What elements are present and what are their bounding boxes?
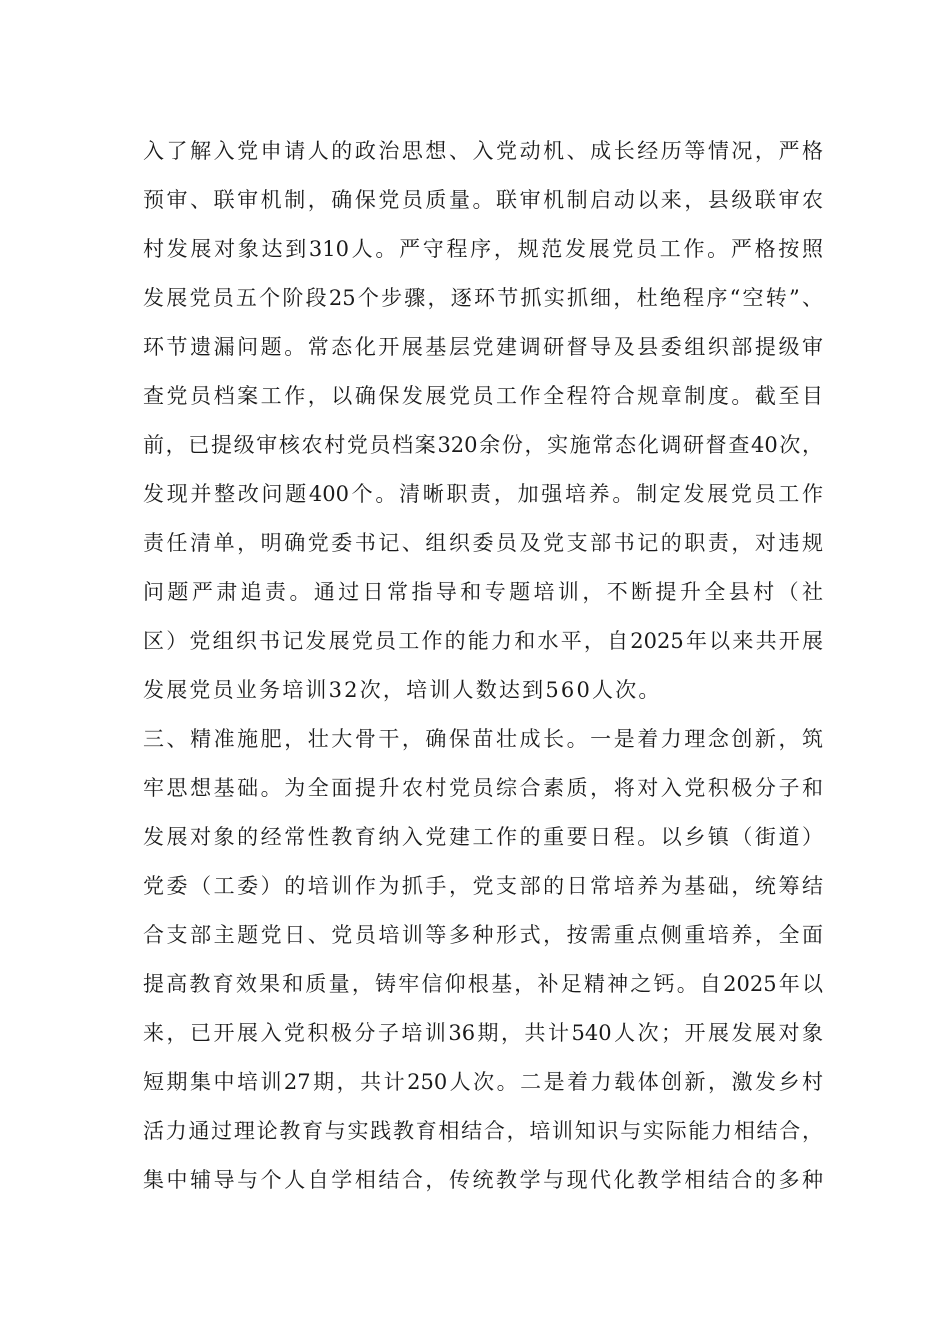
text-line: 前，已提级审核农村党员档案320余份，实施常态化调研督查40次， xyxy=(143,433,823,457)
text-line: 发展党员五个阶段25个步骤，逐环节抓实抓细，杜绝程序“空转”、 xyxy=(143,286,823,310)
text-line: 区）党组织书记发展党员工作的能力和水平，自2025年以来共开展 xyxy=(143,629,823,653)
text-line: 入了解入党申请人的政治思想、入党动机、成长经历等情况，严格 xyxy=(143,139,823,163)
text-line: 集中辅导与个人自学相结合，传统教学与现代化教学相结合的多种 xyxy=(143,1168,823,1192)
text-line: 查党员档案工作，以确保发展党员工作全程符合规章制度。截至目 xyxy=(143,384,823,408)
text-line: 合支部主题党日、党员培训等多种形式，按需重点侧重培养，全面 xyxy=(143,923,823,947)
text-line: 预审、联审机制，确保党员质量。联审机制启动以来，县级联审农 xyxy=(143,188,823,212)
text-line: 提高教育效果和质量，铸牢信仰根基，补足精神之钙。自2025年以 xyxy=(143,972,823,996)
text-line: 村发展对象达到310人。严守程序，规范发展党员工作。严格按照 xyxy=(143,237,823,261)
text-line: 环节遗漏问题。常态化开展基层党建调研督导及县委组织部提级审 xyxy=(143,335,823,359)
text-line: 问题严肃追责。通过日常指导和专题培训，不断提升全县村（社 xyxy=(143,580,823,604)
section-heading-line: 三、精准施肥，壮大骨干，确保苗壮成长。一是着力理念创新，筑 xyxy=(143,727,823,751)
text-line: 活力通过理论教育与实践教育相结合，培训知识与实际能力相结合， xyxy=(143,1119,823,1143)
body-text xyxy=(143,127,823,1205)
text-line: 短期集中培训27期，共计250人次。二是着力载体创新，激发乡村 xyxy=(143,1070,823,1094)
text-line: 牢思想基础。为全面提升农村党员综合素质，将对入党积极分子和 xyxy=(143,776,823,800)
text-line-paragraph-end: 发展党员业务培训32次，培训人数达到560人次。 xyxy=(143,678,662,702)
text-line: 党委（工委）的培训作为抓手，党支部的日常培养为基础，统筹结 xyxy=(143,874,823,898)
text-line: 发现并整改问题400个。清晰职责，加强培养。制定发展党员工作 xyxy=(143,482,823,506)
text-line: 来，已开展入党积极分子培训36期，共计540人次；开展发展对象 xyxy=(143,1021,823,1045)
text-line: 发展对象的经常性教育纳入党建工作的重要日程。以乡镇（街道） xyxy=(143,825,823,849)
text-line: 责任清单，明确党委书记、组织委员及党支部书记的职责，对违规 xyxy=(143,531,823,555)
